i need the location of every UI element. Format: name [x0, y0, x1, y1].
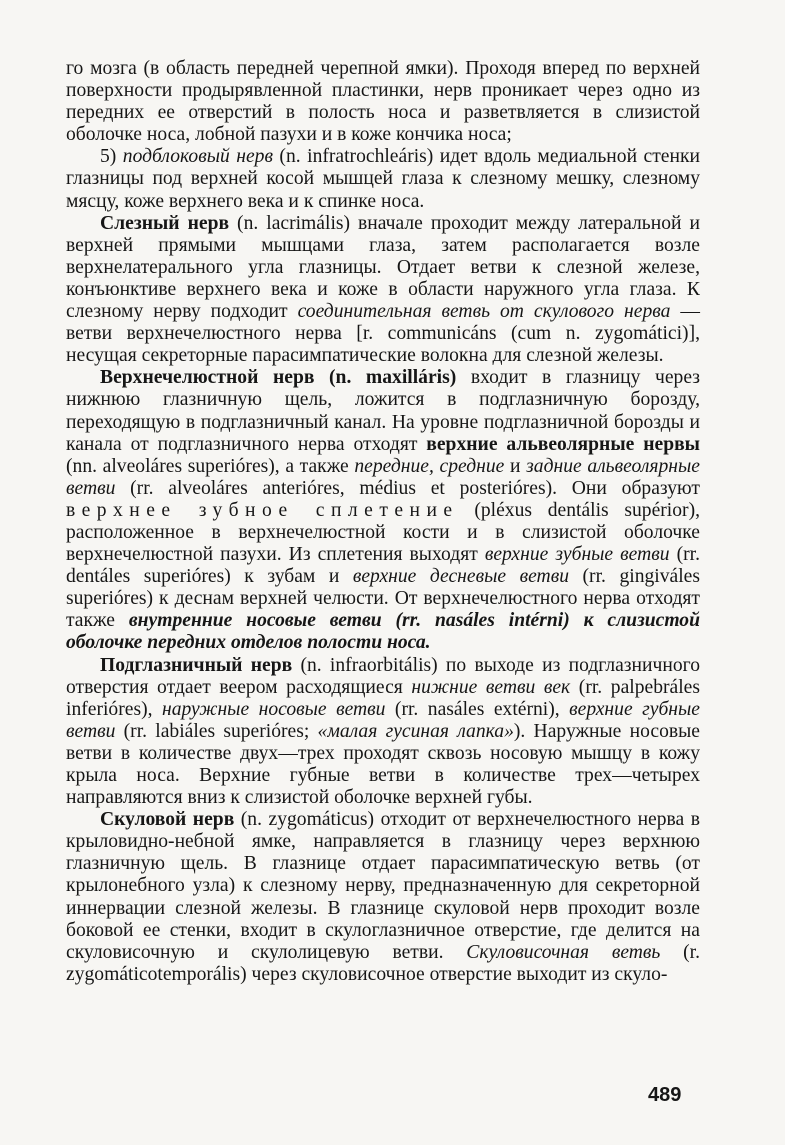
text-run: (rr. alveoláres anterióres, médius et posterióres). Они образуют: [115, 477, 700, 499]
heading-term: Верхнечелюстной нерв (n. maxilláris): [100, 367, 457, 389]
text-run: (rr. palpebráles inferióres),: [66, 676, 700, 720]
paragraph-zygomatic-nerve: [66, 809, 700, 986]
text-run: (n. infraorbitális) по выходе из подглазничного отверстия отдает веером расходящиеся: [66, 654, 700, 698]
text-run: (rr. dentáles superióres) к зубам и: [66, 544, 700, 588]
term-italic: подблоковый нерв: [122, 146, 273, 168]
text-run: и: [504, 455, 527, 477]
term-italic: «малая гусиная лапка»: [317, 720, 514, 742]
term-italic: задние альвеолярные ветви: [66, 455, 700, 499]
text-run: ). Наружные носовые ветви в количестве двух—трех проходят сквозь носовую мышцу в кожу крыла носа. Верхние губные ветви в количестве трех—четырех направляются вниз к слизистой оболочке верхней губы.: [66, 720, 700, 809]
heading-term: Слезный нерв: [100, 212, 230, 234]
term-italic: верхние десневые ветви: [352, 566, 569, 588]
paragraph-continuation: [66, 58, 700, 146]
text-run: (nn. alveoláres superióres), а также: [66, 455, 355, 477]
term-bold-italic: внутренние носовые ветви (rr. nasáles intérni) к слизистой оболочке передних отделов полости носа.: [66, 610, 700, 654]
text-run: входит в глазницу через нижнюю глазничную щель, ложится в подглазничную борозду, переходящую в подглазничный канал. На уровне подглазничной борозды и канала от подглазничного нерва отходят: [66, 367, 700, 455]
term-italic: соединительная ветвь от скулового нерва: [297, 301, 671, 323]
text-run: — ветви верхнечелюстного нерва [r. communicáns (cum n. zygomátici)], несущая секреторные парасимпатические волокна для слезной железы.: [66, 301, 700, 367]
list-number: 5): [100, 146, 123, 168]
paragraph-infraorbital-nerve: [66, 655, 700, 810]
term-bold: верхние альвеолярные нервы: [426, 433, 700, 455]
text-run: го мозга (в область передней черепной ямки). Проходя вперед по верхней поверхности продырявленной пластинки, нерв проникает через одно из передних ее отверстий в полость носа и разветвляется в слизистой оболочке носа, лобной пазухи и в коже кончика носа;: [66, 58, 700, 146]
term-italic: передние, средние: [354, 455, 505, 477]
paragraph-maxillary-nerve: [66, 367, 700, 654]
term-italic: верхние зубные ветви: [484, 544, 670, 566]
term-italic: верхние губные ветви: [66, 698, 700, 742]
text-run: (n. zygomáticus) отходит от верхнечелюстного нерва в крыловидно-небной ямке, направляется в глазницу через верхнюю глазничную щель. В глазнице отдает парасимпатическую ветвь (от крылонебного узла) к слезному нерву, предназначенную для секреторной иннервации слезной железы. В глазнице скуловой нерв проходит возле боковой ее стенки, входит в скулоглазничное отверстие, где делится на скуловисочную и скулолицевую ветви.: [66, 809, 700, 963]
heading-term: Скуловой нерв: [100, 809, 235, 831]
term-spaced: верхнее зубное сплетение: [66, 499, 459, 521]
text-run: (n. lacrimális) вначале проходит между латеральной и верхней прямыми мышцами глаза, затем располагается возле верхнелатерального угла глазницы. Отдает ветви к слезной железе, конъюнктиве верхнего века и коже в области наружного угла глаза. К слезному нерву подходит: [66, 212, 700, 323]
page-number: 489: [648, 1084, 682, 1106]
paragraph-lacrimal-nerve: [66, 213, 700, 368]
term-italic: Скуловисочная ветвь: [466, 941, 661, 963]
paragraph-infratrochlear-nerve: [66, 146, 700, 212]
term-italic: наружные носовые ветви: [161, 698, 386, 720]
body-text: [66, 58, 700, 986]
text-run: (r. zygomáticotemporális) через скуловисочное отверстие выходит из скуло-: [66, 941, 700, 985]
text-run: (rr. gingiváles superióres) к деснам верхней челюсти. От верхнечелюстного нерва отходят также: [66, 566, 700, 632]
text-run: (n. infratrochleáris) идет вдоль медиальной стенки глазницы под верхней косой мышцей глаза к слезному мешку, слезному мясцу, коже верхнего века и к спинке носа.: [66, 146, 700, 212]
heading-term: Подглазничный нерв: [100, 654, 293, 676]
text-run: (rr. nasáles extérni),: [385, 698, 570, 720]
term-italic: нижние ветви век: [411, 676, 571, 698]
text-run: (rr. labiáles superióres;: [115, 720, 318, 742]
text-run: (pléxus dentális supérior), расположенное в верхнечелюстной кости и в слизистой оболочке верхнечелюстной пазухи. Из сплетения выходят: [66, 499, 700, 566]
